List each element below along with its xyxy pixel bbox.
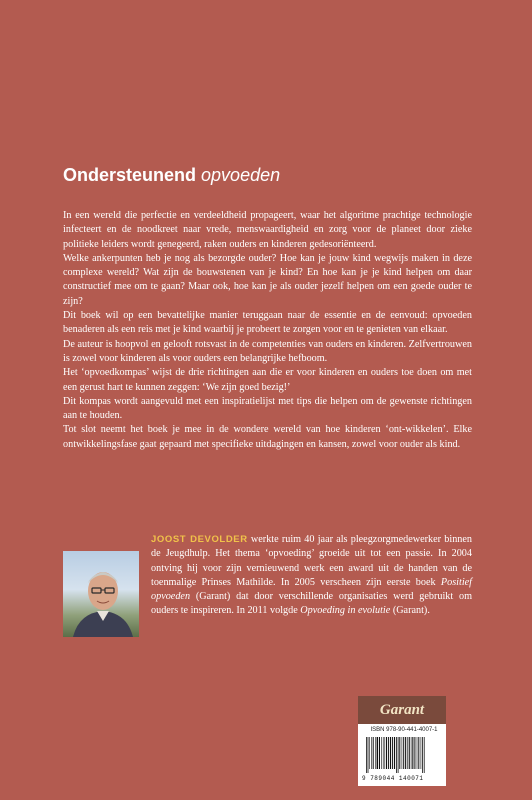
isbn-text: ISBN 978-90-441-4007-1: [370, 727, 438, 733]
author-bio-part: (Garant).: [390, 605, 430, 617]
blurb-paragraph: Het ‘opvoedkompas’ wijst de drie richtingen aan die er voor kinderen en ouders toe doen om met een gerust hart te kunnen zeggen: ‘We zijn goed bezig!’: [63, 367, 472, 393]
barcode-bar: [392, 737, 393, 769]
blurb-paragraph: In een wereld die perfectie en verdeeldheid propageert, waar het algoritme prachtige technologie infecteert en de noodkreet naar vrede, menswaardigheid en zorg voor de planeet door zieke politieke leiders wordt genegeerd, raken ouders en kinderen gedesoriënteerd.: [63, 210, 472, 250]
barcode-bar: [424, 737, 425, 773]
author-bio: [63, 533, 472, 641]
barcode-bar: [366, 737, 367, 773]
barcode-bar: [381, 737, 382, 769]
barcode: [364, 737, 442, 775]
barcode-bar: [369, 737, 370, 769]
barcode-bar: [403, 737, 404, 769]
barcode-bar: [396, 737, 397, 773]
title-bold: Ondersteunend: [63, 165, 197, 185]
barcode-bar: [418, 737, 419, 769]
barcode-bar: [422, 737, 423, 773]
barcode-bar: [394, 737, 395, 769]
author-name: JOOST DEVOLDER: [151, 534, 248, 545]
barcode-bar: [405, 737, 406, 769]
barcode-bar: [412, 737, 413, 769]
book-title-2: Opvoeding in evolutie: [300, 605, 391, 617]
blurb: [63, 209, 472, 452]
blurb-paragraph: Dit boek wil op een bevattelijke manier teruggaan naar de essentie en de eenvoud: opvoeden benaderen als een reis met je kind waarbij je probeert te zorgen voor en te genieten van elkaar.: [63, 310, 472, 336]
blurb-paragraph: Welke ankerpunten heb je nog als bezorgde ouder? Hoe kan je jouw kind wegwijs maken in deze complexe wereld? Wat zijn de bouwstenen van je kind? En hoe kan je je kind helpen om daar constructief mee om te gaan? Maar ook, hoe kan je als ouder jezelf helpen om een goede ouder te zijn?: [63, 252, 472, 307]
barcode-bar: [388, 737, 389, 769]
barcode-bar: [417, 737, 418, 769]
barcode-bar: [385, 737, 386, 769]
publisher-logo: [358, 696, 446, 724]
barcode-bar: [409, 737, 410, 769]
barcode-bar: [371, 737, 372, 769]
author-bio-part: (Garant) dat door verschillende organisaties werd gebruikt om ouders te inspireren. In 2011 volgde: [151, 591, 472, 617]
publisher-logo-text: Garant: [379, 701, 425, 718]
blurb-paragraph: De auteur is hoopvol en gelooft rotsvast in de competenties van ouders en kinderen. Zelfvertrouwen is zowel voor kinderen als voor ouders een belangrijke hefboom.: [63, 338, 472, 364]
barcode-bar: [386, 737, 387, 769]
author-bio-part: werkte ruim 40 jaar als pleegzorgmedewerker binnen de Jeugdhulp. Het thema ‘opvoeding’ groeide uit tot een passie. In 2004 ontving hij voor zijn vernieuwend werk een award uit de handen van de toenmalige Prinses Mathilde. In 2005 verscheen zijn eerste boek: [151, 534, 472, 588]
barcode-bar: [407, 737, 408, 769]
barcode-bar: [379, 737, 380, 769]
publisher-barcode-box: [358, 696, 446, 786]
barcode-bar: [411, 737, 412, 769]
author-photo: [63, 551, 139, 637]
book-title-1: Positief opvoeden: [151, 576, 472, 603]
blurb-paragraph: Tot slot neemt het boek je mee in de wondere wereld van hoe kinderen ‘ont-wikkelen’. Elke ontwikkelingsfase gaat gepaard met specifieke uitdagingen en kansen, zowel voor ouder als kind.: [63, 424, 472, 450]
barcode-bar: [375, 737, 376, 769]
barcode-bar: [414, 737, 415, 769]
barcode-bar: [398, 737, 399, 773]
barcode-bar: [421, 737, 422, 769]
barcode-bar: [377, 737, 378, 769]
book-title: [63, 164, 280, 186]
barcode-bar: [368, 737, 369, 773]
barcode-bar: [402, 737, 403, 769]
barcode-bar: [399, 737, 400, 769]
barcode-bar: [390, 737, 391, 769]
barcode-bar: [373, 737, 374, 769]
barcode-bar: [383, 737, 384, 769]
blurb-paragraph: Dit kompas wordt aangevuld met een inspiratielijst met tips die helpen om de gewenste richtingen aan te houden.: [63, 395, 472, 422]
barcode-digits: 9 789044 140071: [362, 775, 424, 782]
title-italic: opvoeden: [201, 165, 281, 185]
